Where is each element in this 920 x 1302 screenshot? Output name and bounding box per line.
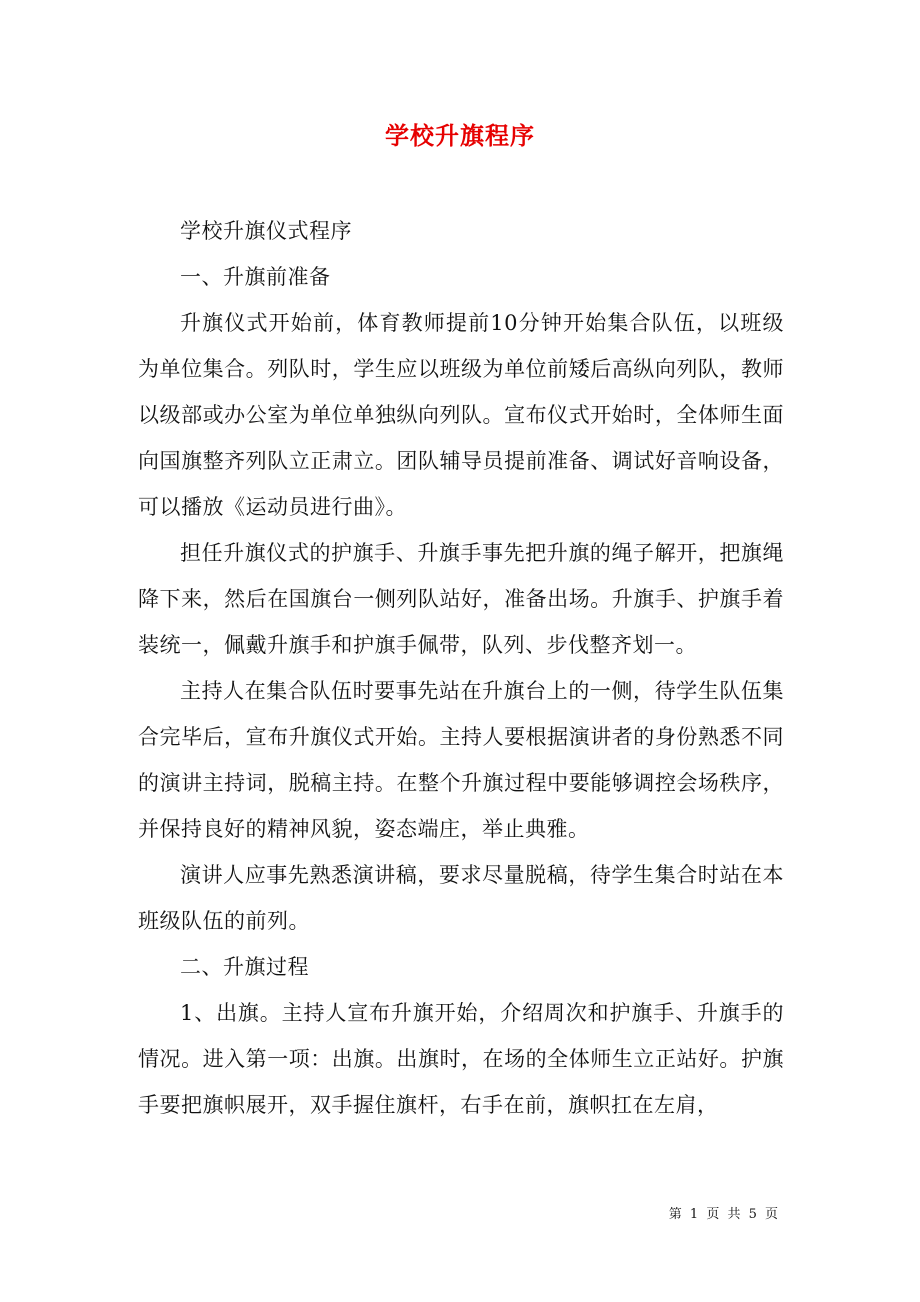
paragraph: 1、出旗。主持人宣布升旗开始，介绍周次和护旗手、升旗手的情况。进入第一项：出旗。出旗时，在场的全体师生立正站好。护旗手要把旗帜展开，双手握住旗杆，右手在前，旗帜扛在左肩， [138,1001,784,1117]
section-heading-preparation: 一、升旗前准备 [180,265,331,289]
document-title: 学校升旗程序 [385,121,535,150]
paragraph-subtitle: 学校升旗仪式程序 [180,219,352,243]
page-number: 第 1 页 共 5 页 [668,1207,780,1222]
section-heading-process: 二、升旗过程 [180,955,309,979]
paragraph: 升旗仪式开始前，体育教师提前10分钟开始集合队伍，以班级为单位集合。列队时，学生应以班级为单位前矮后高纵向列队，教师以级部或办公室为单位单独纵向列队。宣布仪式开始时，全体师生面向国旗整齐列队立正肃立。团队辅导员提前准备、调试好音响设备，可以播放《运动员进行曲》。 [138,311,784,519]
paragraph: 演讲人应事先熟悉演讲稿，要求尽量脱稿，待学生集合时站在本班级队伍的前列。 [138,863,784,933]
paragraph: 担任升旗仪式的护旗手、升旗手事先把升旗的绳子解开，把旗绳降下来，然后在国旗台一侧列队站好，准备出场。升旗手、护旗手着装统一，佩戴升旗手和护旗手佩带，队列、步伐整齐划一。 [138,541,784,657]
document-body [138,208,784,1128]
paragraph: 主持人在集合队伍时要事先站在升旗台上的一侧，待学生队伍集合完毕后，宣布升旗仪式开始。主持人要根据演讲者的身份熟悉不同的演讲主持词，脱稿主持。在整个升旗过程中要能够调控会场秩序，并保持良好的精神风貌，姿态端庄，举止典雅。 [138,679,784,841]
